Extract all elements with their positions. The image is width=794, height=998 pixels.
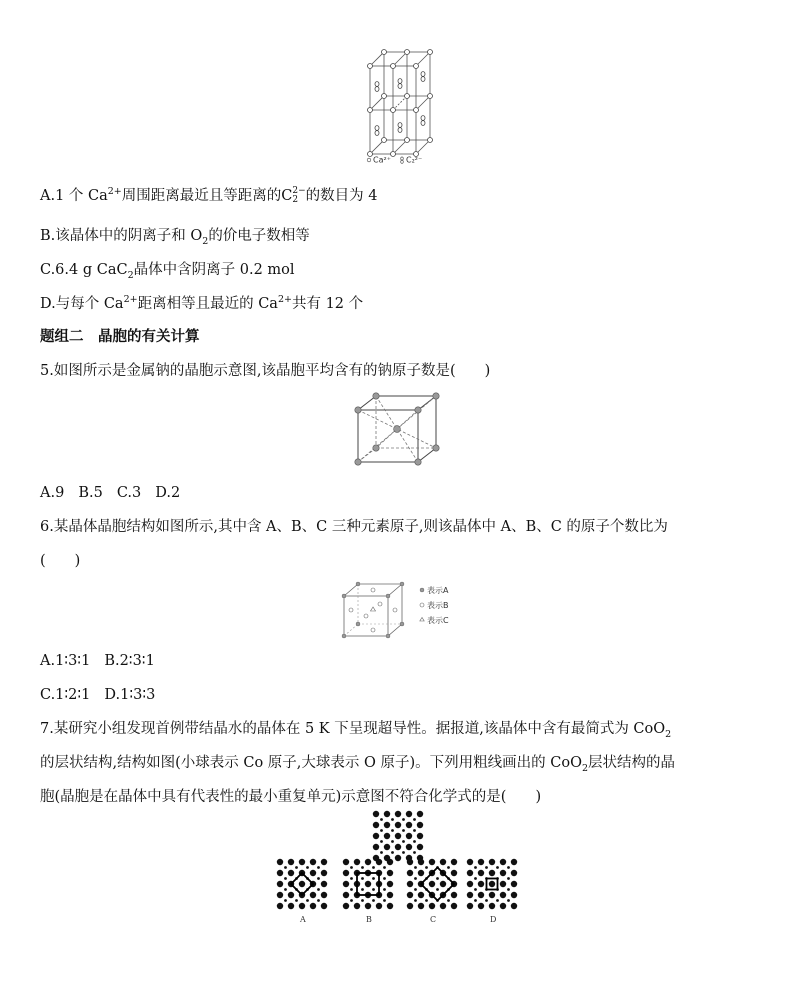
pattern-1-co-atom	[383, 866, 386, 869]
pattern-1-o-atom	[343, 892, 349, 898]
cac2-lattice-figure	[362, 44, 442, 166]
pattern-0-co-atom	[284, 888, 287, 891]
pattern-0-o-atom	[288, 903, 294, 909]
pattern-2-o-atom	[451, 859, 457, 865]
pattern-2-o-atom	[407, 881, 413, 887]
pattern-0-o-atom	[299, 881, 305, 887]
pattern-1-co-atom	[361, 888, 364, 891]
pattern-3-o-atom	[489, 859, 495, 865]
q6-stem-blank: ( )	[40, 553, 81, 569]
q5-option-a: A.9	[40, 485, 65, 501]
pattern-1-co-atom	[350, 877, 353, 880]
reference-pattern-o-atom	[384, 833, 390, 839]
pattern-2-o-atom	[451, 903, 457, 909]
pattern-0-o-atom	[310, 892, 316, 898]
q5-option-c: C.3	[116, 485, 142, 501]
reference-pattern-o-atom	[395, 855, 401, 861]
pattern-1-o-atom	[387, 892, 393, 898]
reference-pattern-o-atom	[373, 822, 379, 828]
pattern-0-o-atom	[288, 859, 294, 865]
pattern-3-o-atom	[500, 881, 506, 887]
pattern-1-co-atom	[361, 899, 364, 902]
pattern-2-o-atom	[407, 903, 413, 909]
reference-pattern-co-atom	[391, 818, 394, 821]
pattern-2-o-atom	[418, 903, 424, 909]
pattern-1-o-atom	[365, 859, 371, 865]
pattern-1-o-atom	[387, 903, 393, 909]
pattern-0-o-atom	[277, 870, 283, 876]
pattern-2-o-atom	[407, 892, 413, 898]
pattern-0-co-atom	[284, 866, 287, 869]
pattern-3-co-atom	[485, 899, 488, 902]
pattern-0-co-atom	[284, 877, 287, 880]
pattern-3-o-atom	[478, 859, 484, 865]
pattern-2-o-atom	[429, 903, 435, 909]
section-title: 题组二 晶胞的有关计算	[40, 328, 200, 345]
pattern-0-co-atom	[317, 899, 320, 902]
pattern-0-o-atom	[321, 892, 327, 898]
reference-pattern-o-atom	[406, 822, 412, 828]
q6-legend-c: 表示C	[427, 616, 449, 625]
pattern-2-co-atom	[414, 888, 417, 891]
reference-pattern-o-atom	[406, 833, 412, 839]
reference-pattern-co-atom	[380, 840, 383, 843]
pattern-3-co-atom	[507, 899, 510, 902]
q4-option-a: A.1 个 $Ca^{2+}$周围距离最近且等距离的C 2− 2 的数目为 4	[40, 186, 378, 205]
pattern-3-co-atom	[485, 866, 488, 869]
pattern-0-o-atom	[299, 903, 305, 909]
reference-pattern-o-atom	[384, 844, 390, 850]
pattern-2-co-atom	[414, 866, 417, 869]
pattern-2-o-atom	[407, 859, 413, 865]
pattern-0-co-atom	[284, 899, 287, 902]
pattern-3-o-atom	[478, 892, 484, 898]
pattern-0-o-atom	[321, 870, 327, 876]
pattern-0-co-atom	[295, 866, 298, 869]
pattern-3-o-atom	[467, 870, 473, 876]
q6-option-d: D.1∶3∶3	[104, 687, 156, 703]
reference-pattern-co-atom	[413, 829, 416, 832]
pattern-2-o-atom	[418, 870, 424, 876]
reference-pattern-o-atom	[417, 833, 423, 839]
pattern-0-o-atom	[277, 881, 283, 887]
pattern-1-o-atom	[387, 881, 393, 887]
q7-stem-line2: 的层状结构,结构如图(小球表示 Co 原子,大球表示 O 原子)。下列用粗线画出的 CoO$_2$层状结构的晶	[40, 755, 676, 774]
pattern-3-o-atom	[500, 870, 506, 876]
reference-pattern-co-atom	[391, 829, 394, 832]
pattern-0-o-atom	[321, 859, 327, 865]
pattern-3-o-atom	[478, 903, 484, 909]
pattern-0-o-atom	[310, 870, 316, 876]
pattern-2-o-atom	[418, 892, 424, 898]
pattern-2-o-atom	[440, 903, 446, 909]
pattern-3-o-atom	[489, 903, 495, 909]
q4-option-c: C.6.4 g CaC$_2$晶体中含阴离子 0.2 mol	[40, 262, 295, 281]
q6-legend-b: 表示B	[427, 601, 449, 610]
pattern-3-co-atom	[474, 877, 477, 880]
reference-pattern-co-atom	[391, 851, 394, 854]
reference-pattern-co-atom	[402, 840, 405, 843]
reference-pattern-o-atom	[373, 844, 379, 850]
pattern-3-o-atom	[467, 892, 473, 898]
pattern-0-o-atom	[321, 903, 327, 909]
pattern-3-co-atom	[474, 888, 477, 891]
q5-options	[40, 483, 194, 503]
pattern-0-o-atom	[277, 903, 283, 909]
pattern-3-co-atom	[474, 899, 477, 902]
pattern-1-co-atom	[372, 866, 375, 869]
reference-pattern-o-atom	[406, 844, 412, 850]
reference-pattern-o-atom	[417, 811, 423, 817]
pattern-3-o-atom	[511, 892, 517, 898]
reference-pattern-o-atom	[373, 811, 379, 817]
reference-pattern-co-atom	[391, 840, 394, 843]
pattern-1-o-atom	[343, 870, 349, 876]
pattern-3-co-atom	[507, 888, 510, 891]
reference-pattern-co-atom	[413, 851, 416, 854]
q7-stem-line3: 胞(晶胞是在晶体中具有代表性的最小重复单元)示意图不符合化学式的是( )	[40, 789, 542, 805]
pattern-3-co-atom	[507, 877, 510, 880]
pattern-0-co-atom	[306, 899, 309, 902]
reference-pattern-o-atom	[395, 811, 401, 817]
pattern-0-co-atom	[317, 888, 320, 891]
pattern-3-co-atom	[507, 866, 510, 869]
pattern-0-o-atom	[299, 859, 305, 865]
reference-pattern-co-atom	[413, 818, 416, 821]
q6-stem: 6.某晶体晶胞结构如图所示,其中含 A、B、C 三种元素原子,则该晶体中 A、B、C 的原子个数比为	[40, 519, 668, 535]
pattern-2-co-atom	[436, 888, 439, 891]
pattern-2-co-atom	[436, 877, 439, 880]
pattern-1-co-atom	[350, 888, 353, 891]
pattern-2-o-atom	[418, 859, 424, 865]
pattern-1-o-atom	[365, 903, 371, 909]
reference-pattern-co-atom	[380, 829, 383, 832]
legend-ca: Ca²⁺	[373, 155, 391, 165]
pattern-3-o-atom	[500, 859, 506, 865]
reference-pattern-o-atom	[395, 844, 401, 850]
reference-pattern-co-atom	[402, 818, 405, 821]
pattern-3-o-atom	[489, 892, 495, 898]
fig-label-c: C	[430, 915, 437, 922]
pattern-0-o-atom	[310, 859, 316, 865]
reference-pattern-co-atom	[380, 851, 383, 854]
reference-pattern-o-atom	[406, 811, 412, 817]
pattern-1-co-atom	[372, 877, 375, 880]
pattern-1-co-atom	[383, 877, 386, 880]
reference-pattern-o-atom	[373, 833, 379, 839]
q6-legend-a: 表示A	[427, 586, 449, 595]
pattern-1-o-atom	[354, 903, 360, 909]
fig-label-a: A	[300, 915, 306, 922]
q6-option-a: A.1∶3∶1	[40, 653, 91, 669]
reference-pattern-o-atom	[417, 822, 423, 828]
cell-outline-c	[421, 868, 454, 901]
pattern-1-o-atom	[376, 859, 382, 865]
pattern-0-o-atom	[310, 903, 316, 909]
pattern-0-o-atom	[288, 892, 294, 898]
pattern-3-o-atom	[467, 903, 473, 909]
reference-pattern-co-atom	[380, 818, 383, 821]
pattern-1-co-atom	[383, 888, 386, 891]
pattern-1-o-atom	[376, 903, 382, 909]
pattern-2-co-atom	[447, 899, 450, 902]
pattern-3-o-atom	[478, 870, 484, 876]
q6-option-c: C.1∶2∶1	[40, 687, 91, 703]
pattern-1-co-atom	[372, 899, 375, 902]
pattern-3-co-atom	[496, 899, 499, 902]
pattern-0-o-atom	[288, 870, 294, 876]
pattern-2-o-atom	[429, 859, 435, 865]
pattern-0-o-atom	[321, 881, 327, 887]
pattern-1-co-atom	[372, 888, 375, 891]
pattern-3-co-atom	[496, 866, 499, 869]
pattern-0-co-atom	[295, 899, 298, 902]
q6-option-b: B.2∶3∶1	[104, 653, 155, 669]
abc-cell-figure	[340, 578, 460, 642]
sodium-bcc-cell-figure	[350, 392, 446, 468]
pattern-2-co-atom	[414, 899, 417, 902]
pattern-3-o-atom	[511, 903, 517, 909]
reference-pattern-co-atom	[402, 851, 405, 854]
pattern-2-co-atom	[447, 866, 450, 869]
fig-label-b: B	[366, 915, 372, 922]
pattern-2-o-atom	[440, 859, 446, 865]
pattern-3-o-atom	[467, 881, 473, 887]
reference-pattern-o-atom	[384, 822, 390, 828]
fig-label-d: D	[490, 915, 497, 922]
pattern-2-co-atom	[425, 899, 428, 902]
reference-pattern-o-atom	[417, 844, 423, 850]
coo2-layer-figure	[276, 810, 526, 922]
q6-options-row1	[40, 651, 169, 671]
pattern-2-o-atom	[429, 881, 435, 887]
pattern-3-o-atom	[500, 903, 506, 909]
pattern-1-co-atom	[383, 899, 386, 902]
q4-option-d: D.与每个 $Ca^{2+}$距离相等且最近的 $Ca^{2+}$共有 12 个	[40, 294, 364, 312]
pattern-1-co-atom	[361, 866, 364, 869]
pattern-1-co-atom	[350, 866, 353, 869]
pattern-1-o-atom	[343, 881, 349, 887]
pattern-2-o-atom	[440, 881, 446, 887]
pattern-3-o-atom	[511, 870, 517, 876]
pattern-2-o-atom	[451, 892, 457, 898]
pattern-1-o-atom	[387, 859, 393, 865]
pattern-1-co-atom	[361, 877, 364, 880]
reference-pattern-o-atom	[395, 833, 401, 839]
pattern-3-o-atom	[467, 859, 473, 865]
q5-stem: 5.如图所示是金属钠的晶胞示意图,该晶胞平均含有的钠原子数是( )	[40, 363, 491, 379]
pattern-1-o-atom	[343, 859, 349, 865]
pattern-2-o-atom	[451, 870, 457, 876]
pattern-1-o-atom	[365, 881, 371, 887]
pattern-1-co-atom	[350, 899, 353, 902]
pattern-3-o-atom	[511, 859, 517, 865]
pattern-3-co-atom	[474, 866, 477, 869]
pattern-0-co-atom	[306, 866, 309, 869]
pattern-3-o-atom	[489, 881, 495, 887]
pattern-3-o-atom	[500, 892, 506, 898]
q5-option-b: B.5	[78, 485, 103, 501]
legend-c2: C₂²⁻	[406, 155, 423, 165]
pattern-3-o-atom	[478, 881, 484, 887]
pattern-1-o-atom	[354, 859, 360, 865]
pattern-3-o-atom	[511, 881, 517, 887]
pattern-0-co-atom	[317, 866, 320, 869]
pattern-2-o-atom	[407, 870, 413, 876]
q5-option-d: D.2	[155, 485, 181, 501]
q4-option-b: B.该晶体中的阴离子和 $O_2$的价电子数相等	[40, 228, 310, 247]
pattern-3-o-atom	[489, 870, 495, 876]
reference-pattern-co-atom	[402, 829, 405, 832]
pattern-2-co-atom	[425, 866, 428, 869]
pattern-0-o-atom	[277, 859, 283, 865]
pattern-2-co-atom	[414, 877, 417, 880]
pattern-1-o-atom	[343, 903, 349, 909]
reference-pattern-o-atom	[384, 811, 390, 817]
reference-pattern-co-atom	[413, 840, 416, 843]
pattern-1-o-atom	[387, 870, 393, 876]
q6-options-row2	[40, 685, 169, 705]
reference-pattern-o-atom	[395, 822, 401, 828]
pattern-0-o-atom	[277, 892, 283, 898]
pattern-0-co-atom	[317, 877, 320, 880]
q7-stem-line1: 7.某研究小组发现首例带结晶水的晶体在 5 K 下呈现超导性。据报道,该晶体中含有最简式为 CoO$_2$	[40, 721, 672, 740]
